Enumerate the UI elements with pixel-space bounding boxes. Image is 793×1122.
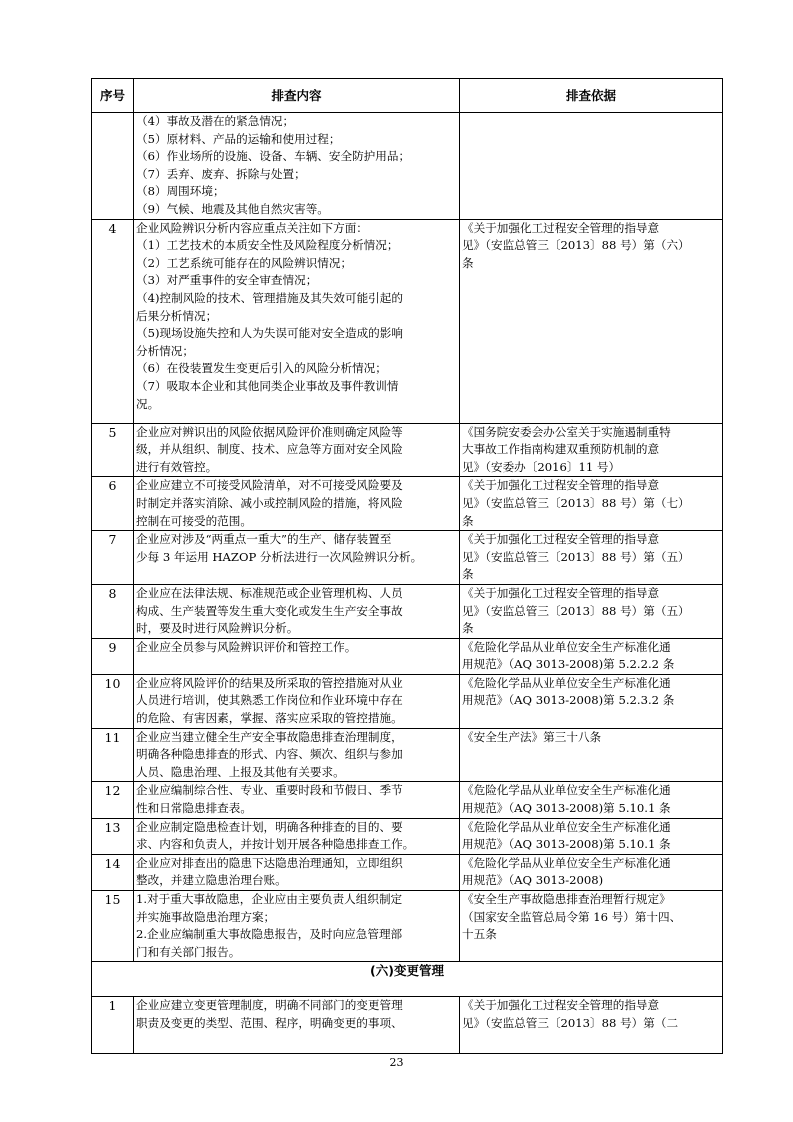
row-inspection-content-line: 企业应制定隐患检查计划，明确各种排查的目的、要 — [136, 819, 403, 834]
page-number: 23 — [389, 1056, 404, 1069]
row-inspection-content-line: 时制定并落实消除、减小或控制风险的措施，将风险 — [136, 495, 403, 510]
row-inspection-content-line: （4)控制风险的技术、管理措施及其失效可能引起的 — [136, 290, 403, 305]
row-inspection-basis-line: 见》（安监总管三〔2013〕88 号）第（七） — [462, 495, 690, 510]
table-row — [92, 219, 723, 423]
row-inspection-content-line: 明确各种隐患排查的形式、内容、频次、组织与参加 — [136, 747, 403, 762]
inspection-table — [91, 78, 723, 1054]
row-inspection-basis — [460, 728, 723, 782]
row-inspection-content-line: 少每 3 年运用 HAZOP 分析法进行一次风险辨识分析。 — [136, 549, 423, 564]
row-inspection-basis — [460, 674, 723, 728]
row-serial-number: 8 — [92, 584, 134, 638]
row-inspection-content-line: 企业应对排查出的隐患下达隐患治理通知，立即组织 — [136, 855, 403, 870]
row-serial-number: 13 — [92, 818, 134, 854]
row-inspection-content — [134, 219, 460, 423]
row-inspection-content-line: 企业应对涉及“两重点一重大”的生产、储存装置至 — [136, 532, 392, 547]
row-inspection-content-line: 况。 — [136, 396, 160, 411]
row-serial-number: 10 — [92, 674, 134, 728]
row-inspection-content-line: （6）作业场所的设施、设备、车辆、安全防护用品； — [136, 149, 411, 164]
row-inspection-basis-line: 《危险化学品从业单位安全生产标准化通 — [462, 783, 671, 798]
row-inspection-basis — [460, 818, 723, 854]
row-inspection-content-line: 企业应将风险评价的结果及所采取的管控措施对从业 — [136, 675, 403, 690]
row-inspection-basis-line: 见》（安委办〔2016〕11 号） — [462, 459, 621, 474]
row-inspection-content — [134, 584, 460, 638]
row-inspection-content — [134, 638, 460, 674]
row-inspection-basis-line: 见》（安监总管三〔2013〕88 号）第（二 — [462, 1015, 679, 1030]
table-row — [92, 728, 723, 782]
row-inspection-content — [134, 423, 460, 477]
table-row — [92, 423, 723, 477]
row-inspection-basis-line: 大事故工作指南构建双重预防机制的意 — [462, 442, 660, 457]
table-row — [92, 113, 723, 220]
table-row — [92, 818, 723, 854]
row-inspection-content — [134, 477, 460, 531]
table-row — [92, 997, 723, 1054]
row-inspection-basis-line: 《关于加强化工过程安全管理的指导意 — [462, 220, 660, 235]
row-inspection-content-line: （2）工艺系统可能存在的风险辨识情况； — [136, 255, 353, 270]
section-title-row — [92, 962, 723, 997]
row-inspection-content-line: 构成、生产装置等发生重大变化或发生生产安全事故 — [136, 603, 403, 618]
section-change-management — [92, 962, 723, 997]
table-row — [92, 584, 723, 638]
row-inspection-basis — [460, 584, 723, 638]
section-title: (六)变更管理 — [92, 962, 723, 997]
row-inspection-basis — [460, 782, 723, 818]
row-inspection-basis-line: 《危险化学品从业单位安全生产标准化通 — [462, 855, 671, 870]
row-inspection-content — [134, 997, 460, 1054]
row-inspection-basis — [460, 997, 723, 1054]
row-inspection-basis-line: （国家安全监管总局令第 16 号）第十四、 — [462, 909, 682, 924]
row-inspection-content-line: 1.对于重大事故隐患，企业应由主要负责人组织制定 — [136, 892, 403, 906]
row-inspection-content-line: 控制在可接受的范围。 — [136, 513, 252, 528]
row-inspection-basis-line: 见》（安监总管三〔2013〕88 号）第（五） — [462, 549, 690, 564]
row-inspection-content — [134, 113, 460, 220]
row-inspection-content-line: （7）丢弃、废弃、拆除与处置； — [136, 166, 306, 181]
row-inspection-content — [134, 782, 460, 818]
row-inspection-content-line: （3）对严重事件的安全审查情况； — [136, 273, 318, 288]
table-row — [92, 854, 723, 890]
section-table-body — [92, 997, 723, 1054]
row-inspection-basis-line: 用规范》（AQ 3013-2008)第 5.2.2.2 条 — [462, 657, 675, 672]
row-inspection-basis-line: 《安全生产事故隐患排查治理暂行规定》 — [462, 892, 671, 906]
row-inspection-basis-line: 《国务院安委会办公室关于实施遏制重特 — [462, 424, 671, 439]
row-inspection-content-line: 2.企业应编制重大事故隐患报告，及时向应急管理部 — [136, 927, 403, 942]
row-inspection-content-line: 后果分析情况； — [136, 308, 218, 323]
row-serial-number: 14 — [92, 854, 134, 890]
row-inspection-basis-line: 《关于加强化工过程安全管理的指导意 — [462, 585, 660, 600]
row-serial-number: 9 — [92, 638, 134, 674]
row-inspection-basis-line: 条 — [462, 513, 474, 528]
row-inspection-content-line: 时，要及时进行风险辨识分析。 — [136, 621, 299, 636]
row-inspection-basis — [460, 531, 723, 585]
row-inspection-basis-line: 《危险化学品从业单位安全生产标准化通 — [462, 675, 671, 690]
row-inspection-basis — [460, 423, 723, 477]
row-inspection-basis-line: 十五条 — [462, 927, 497, 942]
row-inspection-basis-line: 条 — [462, 255, 474, 270]
row-inspection-content — [134, 891, 460, 962]
row-inspection-content-line: （6）在役装置发生变更后引入的风险分析情况； — [136, 361, 387, 376]
row-inspection-basis — [460, 219, 723, 423]
row-inspection-content — [134, 854, 460, 890]
row-serial-number: 4 — [92, 219, 134, 423]
row-inspection-basis — [460, 638, 723, 674]
row-serial-number — [92, 113, 134, 220]
row-inspection-basis-line: 《关于加强化工过程安全管理的指导意 — [462, 998, 660, 1013]
row-inspection-content-line: 企业应编制综合性、专业、重要时段和节假日、季节 — [136, 783, 403, 798]
header-inspection-content: 排查内容 — [134, 79, 460, 113]
row-inspection-content-line: （4）事故及潜在的紧急情况； — [136, 114, 295, 128]
row-inspection-basis-line: 见》（安监总管三〔2013〕88 号）第（六） — [462, 238, 690, 253]
row-inspection-content-line: （7）吸取本企业和其他同类企业事故及事件教训情 — [136, 378, 399, 393]
row-inspection-content-line: 企业应全员参与风险辨识评价和管控工作。 — [136, 639, 357, 654]
row-inspection-basis — [460, 477, 723, 531]
header-inspection-basis: 排查依据 — [460, 79, 723, 113]
header-serial-number: 序号 — [92, 79, 134, 113]
table-header-row — [92, 79, 723, 113]
row-inspection-content-line: （5)现场设施失控和人为失误可能对安全造成的影响 — [136, 326, 403, 341]
row-inspection-basis-line: 《安全生产法》第三十八条 — [462, 729, 602, 744]
row-inspection-content-line: 企业应建立不可接受风险清单，对不可接受风险要及 — [136, 478, 403, 493]
row-inspection-content-line: 企业应对辨识出的风险依据风险评价准则确定风险等 — [136, 424, 403, 439]
row-inspection-basis-line: 见》（安监总管三〔2013〕88 号）第（五） — [462, 603, 690, 618]
row-serial-number: 5 — [92, 423, 134, 477]
row-inspection-content-line: 分析情况； — [136, 343, 194, 358]
row-inspection-basis-line: 《关于加强化工过程安全管理的指导意 — [462, 532, 660, 547]
row-inspection-content — [134, 818, 460, 854]
row-serial-number: 12 — [92, 782, 134, 818]
row-inspection-basis — [460, 113, 723, 220]
row-inspection-basis-line: 用规范》（AQ 3013-2008)第 5.10.1 条 — [462, 837, 671, 852]
row-inspection-content-line: 的危险、有害因素，掌握、落实应采取的管控措施。 — [136, 711, 403, 726]
row-inspection-content-line: 职责及变更的类型、范围、程序，明确变更的事项、 — [136, 1015, 403, 1030]
row-inspection-basis — [460, 891, 723, 962]
row-inspection-content-line: 人员、隐患治理、上报及其他有关要求。 — [136, 764, 345, 779]
row-inspection-content-line: 企业风险辨识分析内容应重点关注如下方面： — [136, 220, 368, 235]
table-body — [92, 113, 723, 962]
row-inspection-basis-line: 用规范》（AQ 3013-2008)第 5.2.3.2 条 — [462, 693, 675, 708]
row-inspection-basis-line: 条 — [462, 621, 474, 636]
row-inspection-content-line: （9）气候、地震及其他自然灾害等。 — [136, 201, 329, 216]
table-row — [92, 638, 723, 674]
row-inspection-content-line: 企业应建立变更管理制度，明确不同部门的变更管理 — [136, 998, 403, 1013]
row-inspection-content-line: （1）工艺技术的本质安全性及风险程度分析情况； — [136, 238, 399, 253]
row-serial-number: 7 — [92, 531, 134, 585]
row-inspection-content-line: 级，并从组织、制度、技术、应急等方面对安全风险 — [136, 442, 403, 457]
row-serial-number: 1 — [92, 997, 134, 1054]
row-inspection-content-line: 人员进行培训，使其熟悉工作岗位和作业环境中存在 — [136, 693, 403, 708]
row-inspection-content-line: 企业应在法律法规、标准规范或企业管理机构、人员 — [136, 585, 403, 600]
row-serial-number: 15 — [92, 891, 134, 962]
row-inspection-content — [134, 531, 460, 585]
row-inspection-content-line: （5）原材料、产品的运输和使用过程； — [136, 131, 341, 146]
row-inspection-basis-line: 《关于加强化工过程安全管理的指导意 — [462, 478, 660, 493]
row-inspection-content-line: 进行有效管控。 — [136, 459, 218, 474]
row-inspection-basis — [460, 854, 723, 890]
table-row — [92, 891, 723, 962]
row-inspection-content-line: 门和有关部门报告。 — [136, 944, 241, 959]
row-inspection-basis-line: 《危险化学品从业单位安全生产标准化通 — [462, 819, 671, 834]
table-row — [92, 782, 723, 818]
row-serial-number: 11 — [92, 728, 134, 782]
row-inspection-content-line: 整改，并建立隐患治理台账。 — [136, 873, 287, 888]
row-serial-number: 6 — [92, 477, 134, 531]
row-inspection-content-line: 性和日常隐患排查表。 — [136, 801, 252, 816]
row-inspection-basis-line: 条 — [462, 567, 474, 582]
row-inspection-content-line: 并实施事故隐患治理方案； — [136, 909, 276, 924]
row-inspection-content — [134, 674, 460, 728]
row-inspection-basis-line: 《危险化学品从业单位安全生产标准化通 — [462, 639, 671, 654]
table-row — [92, 674, 723, 728]
row-inspection-content-line: 求、内容和负责人，并按计划开展各种隐患排查工作。 — [136, 837, 415, 852]
table-row — [92, 531, 723, 585]
row-inspection-basis-line: 用规范》（AQ 3013-2008)第 5.10.1 条 — [462, 801, 671, 816]
row-inspection-content-line: 企业应当建立健全生产安全事故隐患排查治理制度， — [136, 729, 403, 744]
row-inspection-basis-line: 用规范》（AQ 3013-2008) — [462, 873, 604, 888]
row-inspection-content-line: （8）周围环境； — [136, 184, 225, 199]
table-row — [92, 477, 723, 531]
row-inspection-content — [134, 728, 460, 782]
